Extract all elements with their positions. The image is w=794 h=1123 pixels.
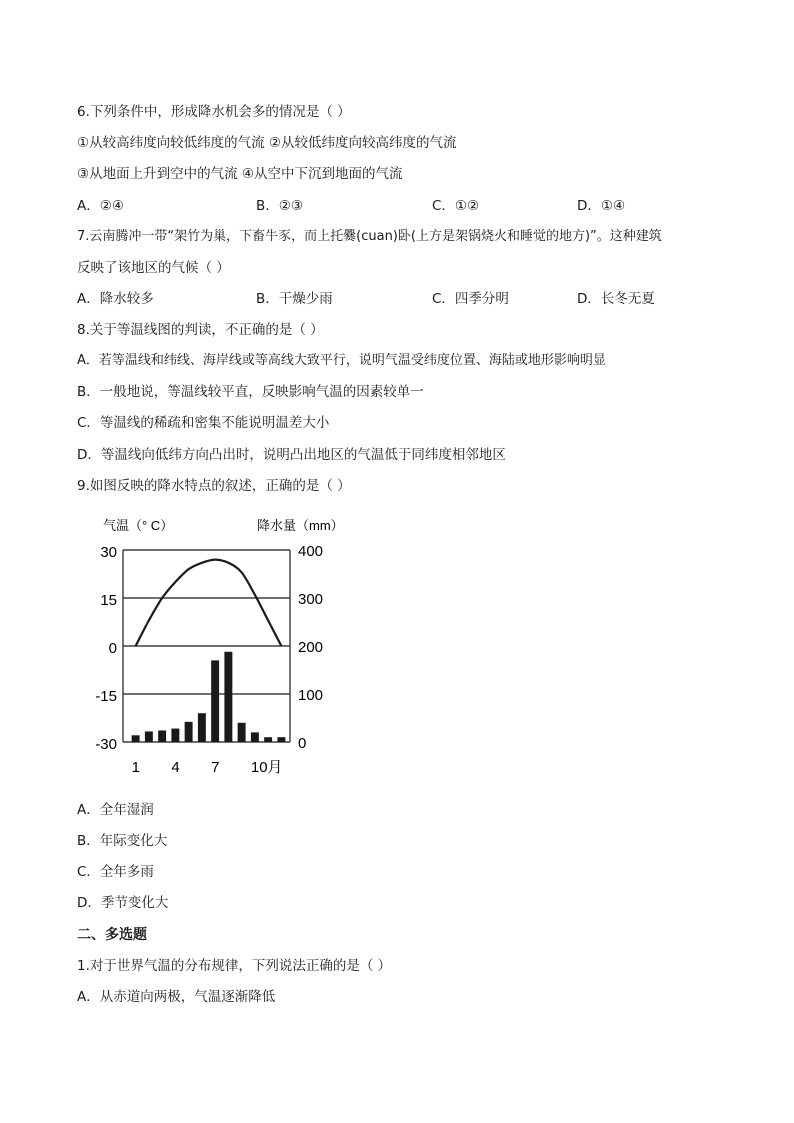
left-tick-label: -30: [95, 736, 117, 753]
precipitation-bar: [171, 729, 179, 742]
x-axis-labels: [132, 759, 283, 776]
q7-stem-line2: 反映了该地区的气候（ ）: [77, 260, 230, 276]
left-axis-title: 气温（° C）: [103, 518, 174, 533]
x-tick-label: 4: [171, 759, 180, 776]
temperature-line: [136, 560, 282, 646]
x-tick-label: 1: [131, 759, 140, 776]
x-tick-label: 10月: [250, 759, 283, 776]
right-tick-label: 0: [298, 735, 307, 752]
left-tick-label: -15: [95, 688, 117, 705]
left-tick-label: 15: [100, 592, 117, 609]
precipitation-bar: [277, 737, 285, 742]
q9-option-b: B．年际变化大: [77, 833, 168, 849]
right-tick-label: 200: [298, 639, 324, 656]
multi-q1-stem: 1.对于世界气温的分布规律，下列说法正确的是（ ）: [77, 958, 392, 974]
q9-option-d: D．季节变化大: [77, 895, 169, 911]
q8-option-c: C．等温线的稀疏和密集不能说明温差大小: [77, 415, 330, 431]
q8-stem: 8.关于等温线图的判读，不正确的是（ ）: [77, 322, 324, 338]
precipitation-bar: [238, 723, 246, 742]
q7-stem-line1: 7.云南腾冲一带“架竹为巢，下畜牛豕，而上托爨(cuan)卧(上方是架锅烧火和睡觉的地方)”。这种建筑: [77, 229, 662, 244]
precipitation-bar: [264, 737, 272, 742]
q7-option-d: D．长冬无夏: [577, 291, 655, 307]
precipitation-bar: [198, 713, 206, 742]
q8-option-a: A．若等温线和纬线、海岸线或等高线大致平行，说明气温受纬度位置、海陆或地形影响明显: [77, 353, 606, 368]
q9-option-c: C．全年多雨: [77, 864, 154, 880]
climate-chart: [95, 510, 355, 780]
q6-option-c: C．①②: [432, 198, 480, 214]
chart-grid: [123, 550, 290, 742]
q6-items-line2: ③从地面上升到空中的气流 ④从空中下沉到地面的气流: [77, 166, 403, 182]
chart-ticks: [95, 543, 323, 753]
section-heading: 二、多选题: [77, 927, 147, 943]
precipitation-bar: [211, 660, 219, 742]
precipitation-bar: [132, 735, 140, 742]
precipitation-bar: [185, 722, 193, 742]
precipitation-bar: [145, 731, 153, 742]
q6-items-line1: ①从较高纬度向较低纬度的气流 ②从较低纬度向较高纬度的气流: [77, 135, 457, 151]
q8-option-b: B．一般地说，等温线较平直，反映影响气温的因素较单一: [77, 384, 424, 400]
x-tick-label: 7: [211, 759, 220, 776]
q7-option-b: B．干燥少雨: [256, 291, 333, 307]
right-axis-title: 降水量（mm）: [257, 518, 344, 533]
right-tick-label: 400: [298, 543, 324, 560]
multi-q1-option-a: A．从赤道向两极，气温逐渐降低: [77, 989, 276, 1005]
q6-option-d: D．①④: [577, 198, 626, 214]
precipitation-bar: [251, 732, 259, 742]
q6-option-b: B．②③: [256, 198, 303, 214]
left-tick-label: 30: [100, 544, 117, 561]
precipitation-bar: [224, 652, 232, 742]
q6-option-a: A．②④: [77, 198, 124, 214]
q7-option-c: C．四季分明: [432, 291, 509, 307]
precipitation-bars: [132, 652, 286, 742]
precipitation-bar: [158, 730, 166, 742]
q7-option-a: A．降水较多: [77, 291, 154, 307]
q6-stem: 6.下列条件中，形成降水机会多的情况是（ ）: [77, 104, 351, 120]
right-tick-label: 100: [298, 687, 324, 704]
left-tick-label: 0: [108, 640, 117, 657]
right-tick-label: 300: [298, 591, 324, 608]
q9-stem: 9.如图反映的降水特点的叙述，正确的是（ ）: [77, 478, 351, 494]
q9-option-a: A．全年湿润: [77, 802, 154, 818]
q8-option-d: D．等温线向低纬方向凸出时，说明凸出地区的气温低于同纬度相邻地区: [77, 447, 506, 463]
